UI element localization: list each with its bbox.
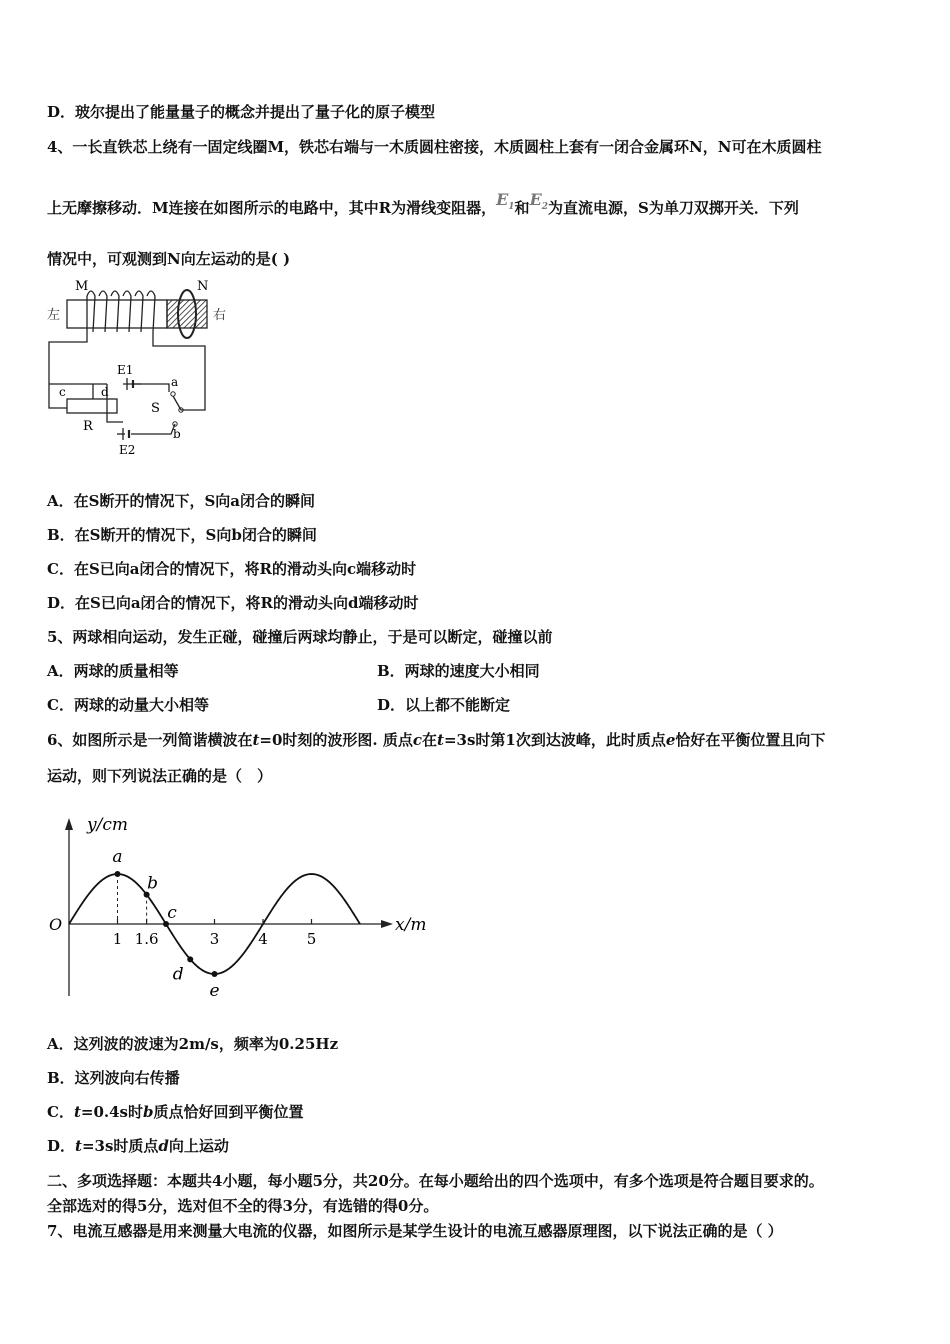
q4-stem-line2b: 为直流电源，S为单刀双掷开关．下列: [548, 199, 799, 217]
x-tick-label: 5: [306, 930, 317, 948]
q4-option-c: C．在S已向a闭合的情况下，将R的滑动头向c端移动时: [47, 560, 417, 578]
t-var-2: t: [437, 731, 444, 749]
q5-stem: 5、两球相向运动，发生正碰，碰撞后两球均静止，于是可以断定，碰撞以前: [47, 628, 553, 646]
label-E1: E1: [117, 363, 134, 377]
resistor-R: [67, 399, 117, 413]
x-tick-label: 3: [209, 930, 220, 948]
q4-stem-line2a: 上无摩擦移动．M连接在如图所示的电路中，其中R为滑线变阻器，: [47, 199, 497, 217]
label-d: d: [101, 385, 109, 399]
point-label-c: c: [167, 903, 177, 923]
label-N: N: [197, 279, 209, 294]
label-R: R: [83, 419, 93, 434]
y-axis-arrow: [65, 818, 73, 830]
label-b: b: [173, 427, 181, 441]
q6-stem-line2: 运动，则下列说法正确的是（ ）: [47, 767, 273, 785]
e1-symbol: $E_1$: [496, 190, 515, 213]
point-e: [212, 971, 218, 977]
q7-stem: 7、电流互感器是用来测量大电流的仪器，如图所示是某学生设计的电流互感器原理图，以下说法正确的是（ ）: [47, 1222, 783, 1240]
label-right: 右: [213, 308, 227, 323]
q6-option-b: B．这列波向右传播: [47, 1069, 180, 1087]
label-left: 左: [47, 308, 61, 323]
q6-wave-chart: [45, 808, 445, 1008]
switch-blade: [173, 396, 181, 410]
q5-option-d: D．以上都不能断定: [377, 696, 511, 714]
q6-stem-line1: 6、如图所示是一列简谐横波在t=0时刻的波形图. 质点c在t=3s时第1次到达波峰，此时质点e恰好在平衡位置且向下: [47, 731, 826, 749]
section2-heading-line1: 二、多项选择题：本题共4小题，每小题5分，共20分。在每小题给出的四个选项中，有多个选项是符合题目要求的。: [47, 1172, 824, 1190]
q6-option-a: A．这列波的波速为2m/s，频率为0.25Hz: [47, 1035, 339, 1053]
point-label-d: d: [172, 964, 184, 985]
t-var: t: [252, 731, 260, 749]
label-a: a: [171, 375, 179, 389]
q5-option-b: B．两球的速度大小相同: [377, 662, 540, 680]
point-label-e: e: [209, 981, 220, 1001]
q4-circuit-figure: [45, 274, 230, 459]
label-c: c: [59, 385, 66, 399]
q3-option-d: D．玻尔提出了能量量子的概念并提出了量子化的原子模型: [47, 103, 436, 121]
q4-option-b: B．在S断开的情况下，S向b闭合的瞬间: [47, 526, 317, 544]
coil-windings: [87, 291, 155, 332]
q4-option-d: D．在S已向a闭合的情况下，将R的滑动头向d端移动时: [47, 594, 419, 612]
q5-option-c: C．两球的动量大小相等: [47, 696, 209, 714]
x-tick-label: 4: [258, 930, 268, 948]
q4-stem-line1: 4、一长直铁芯上绕有一固定线圈M，铁芯右端与一木质圆柱密接，木质圆柱上套有一闭合金属环N，N可在木质圆柱: [47, 138, 822, 156]
x-axis-label: x/m: [395, 915, 427, 935]
q6-option-c: C．t=0.4s时b质点恰好回到平衡位置: [47, 1103, 304, 1121]
q6-option-d: D．t=3s时质点d向上运动: [47, 1137, 229, 1155]
x-tick-label: 1.6: [134, 930, 159, 948]
y-axis-label: y/cm: [87, 815, 128, 835]
c-var: c: [412, 731, 422, 749]
e-var: e: [665, 731, 676, 749]
switch-terminal-a: [171, 392, 175, 396]
label-E2: E2: [119, 443, 136, 457]
q4-stem-line2: [47, 190, 799, 225]
x-axis-arrow: [381, 920, 393, 928]
point-d: [187, 956, 193, 962]
section2-heading-line2: 全部选对的得5分，选对但不全的得3分，有选错的得0分。: [47, 1197, 439, 1215]
point-label-b: b: [147, 873, 159, 894]
point-a: [115, 871, 121, 877]
label-S: S: [151, 401, 160, 416]
wooden-cylinder: [167, 300, 207, 328]
point-label-a: a: [112, 847, 123, 867]
he-word: 和: [514, 199, 530, 217]
q4-stem-line3: 情况中，可观测到N向左运动的是( ): [47, 250, 291, 268]
label-M: M: [75, 279, 89, 294]
x-tick-label: 1: [112, 930, 123, 948]
q5-option-a: A．两球的质量相等: [47, 662, 179, 680]
origin-label: O: [49, 915, 63, 934]
q4-option-a: A．在S断开的情况下，S向a闭合的瞬间: [47, 492, 316, 510]
e2-symbol: $E_2$: [529, 190, 549, 213]
